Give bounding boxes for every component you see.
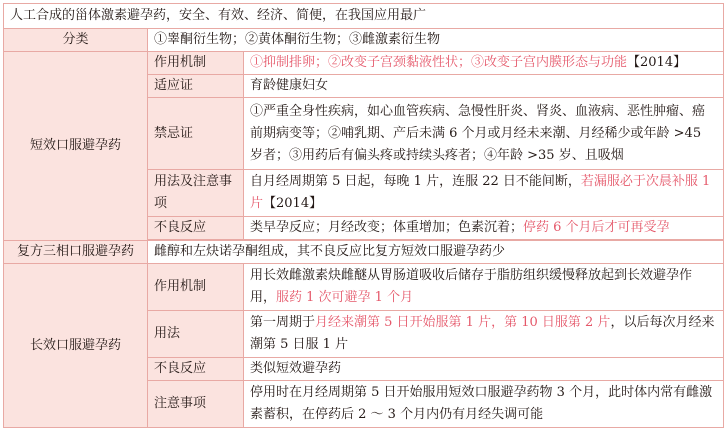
- short-adverse-label: 不良反应: [148, 217, 244, 240]
- long-mechanism-label: 作用机制: [148, 264, 244, 311]
- triphasic-text: 雌醇和左炔诺孕酮组成，其不良反应比复方短效口服避孕药少: [148, 241, 724, 264]
- long-usage-label: 用法: [148, 311, 244, 358]
- short-adverse-highlight: 停药 6 个月后才可再受孕: [523, 220, 670, 235]
- long-adverse-label: 不良反应: [148, 358, 244, 381]
- long-usage-cell: [244, 311, 724, 358]
- long-mechanism-row: [4, 264, 724, 311]
- short-adverse-text: 类早孕反应；月经改变；体重增加；色素沉着；: [250, 220, 524, 235]
- short-mechanism-text: ①抑制排卵；②改变子宫颈黏液性状；③改变子宫内膜形态与功能: [250, 55, 628, 70]
- long-notes-label: 注意事项: [148, 381, 244, 428]
- long-mechanism-text: 用长效雌激素炔雌醚从胃肠道吸收后储存于脂肪组织缓慢释放起到长效避孕作用，: [250, 268, 693, 305]
- title-row: [4, 4, 724, 29]
- table-title: 人工合成的甾体激素避孕药，安全、有效、经济、简便，在我国应用最广: [4, 4, 724, 29]
- short-acting-label: 短效口服避孕药: [4, 52, 148, 241]
- long-usage-text-b: ，以后每次月经来潮第 5 日服 1 片: [250, 315, 715, 352]
- short-contraindication-label: 禁忌证: [148, 98, 244, 170]
- short-usage-highlight: 若漏服必于次晨补服 1 片: [250, 174, 711, 211]
- triphasic-row: [4, 241, 724, 264]
- short-usage-cell: [244, 170, 724, 217]
- long-usage-highlight: 月经来潮第 5 日开始服第 1 片，第 10 日服第 2 片: [315, 315, 611, 330]
- long-mechanism-highlight: 服药 1 次可避孕 1 个月: [276, 290, 414, 305]
- triphasic-label: 复方三相口服避孕药: [4, 241, 148, 264]
- long-usage-text-a: 第一周期于: [250, 315, 316, 330]
- short-usage-text: 自月经周期第 5 日起，每晚 1 片，连服 22 日不能间断，: [250, 174, 581, 189]
- short-usage-label: 用法及注意事项: [148, 170, 244, 217]
- short-indication-label: 适应证: [148, 75, 244, 98]
- short-mechanism-tag: 【2014】: [627, 55, 687, 70]
- short-mechanism-label: 作用机制: [148, 52, 244, 75]
- short-indication-text: 育龄健康妇女: [244, 75, 724, 98]
- contraceptive-table: [3, 3, 724, 428]
- short-adverse-cell: [244, 217, 724, 240]
- long-mechanism-cell: [244, 264, 724, 311]
- classification-label: 分类: [4, 29, 148, 52]
- short-usage-tag: 【2014】: [263, 196, 323, 211]
- long-adverse-text: 类似短效避孕药: [244, 358, 724, 381]
- short-contraindication-text: ①严重全身性疾病，如心血管疾病、急慢性肝炎、肾炎、血液病、恶性肿瘤、癌前期病变等；②哺乳期、产后未满 6 个月或月经未来潮、月经稀少或年龄 >45 岁者；③用药后有偏头疼或持续头疼者；④年龄 >35 岁、且吸烟: [244, 98, 724, 170]
- short-mechanism-cell: [244, 52, 724, 75]
- classification-row: [4, 29, 724, 52]
- short-mechanism-row: [4, 52, 724, 75]
- long-acting-label: 长效口服避孕药: [4, 264, 148, 428]
- classification-text: ①睾酮衍生物；②黄体酮衍生物；③雌激素衍生物: [148, 29, 724, 52]
- long-notes-text: 停用时在月经周期第 5 日开始服用短效口服避孕药物 3 个月，此时体内常有雌激素蓄积，在停药后 2 ～ 3 个月内仍有月经失调可能: [244, 381, 724, 428]
